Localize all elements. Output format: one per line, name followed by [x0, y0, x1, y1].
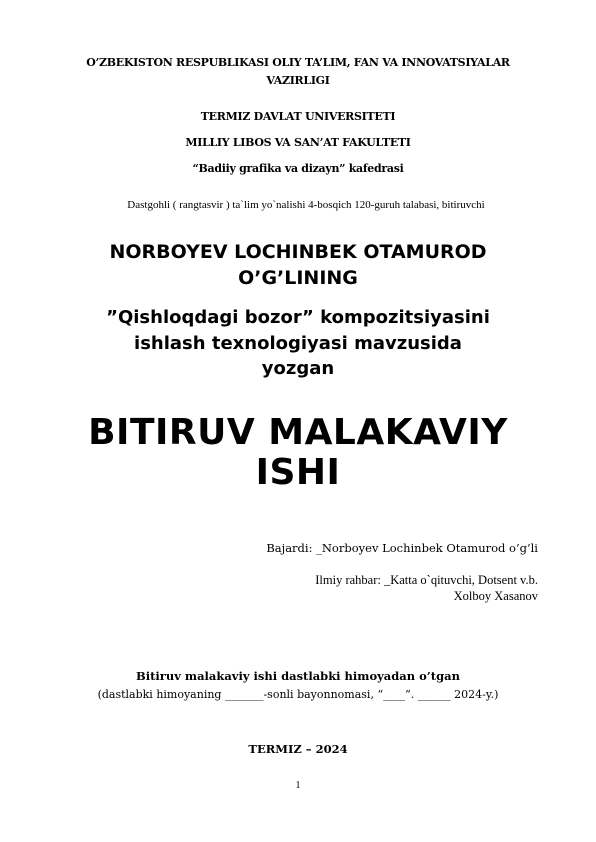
- topic-line1: ”Qishloqdagi bozor” kompozitsiyasini: [106, 307, 490, 328]
- supervisor-line2: Xolboy Xasanov: [453, 589, 538, 603]
- topic-line3: yozgan: [261, 358, 335, 379]
- faculty-heading: MILLIY LIBOS VA SAN’AT FAKULTETI: [185, 136, 411, 149]
- work-title-line1: BITIRUV MALAKAVIY: [88, 412, 508, 453]
- supervisor-line1: Ilmiy rahbar: _Katta o`qituvchi, Dotsent v.b.: [315, 573, 538, 587]
- ministry-heading: O’ZBEKISTON RESPUBLIKASI OLIY TA’LIM, FAN VA INNOVATSIYALAR VAZIRLIGI: [86, 56, 510, 87]
- defense-line2: (dastlabki himoyaning _______-sonli bayonnomasi, “____”. ______ 2024-y.): [97, 688, 499, 701]
- work-title-line2: ISHI: [255, 452, 341, 493]
- topic-line2: ishlash texnologiyasi mavzusida: [134, 333, 462, 354]
- page-number: 1: [295, 780, 301, 791]
- author-name-line1: NORBOYEV LOCHINBEK OTAMUROD: [109, 241, 487, 263]
- author-name-line2: O’G’LINING: [238, 267, 358, 289]
- city-year: TERMIZ – 2024: [248, 742, 348, 756]
- performed-by: Bajardi: _Norboyev Lochinbek Otamurod o’g’li: [266, 541, 538, 555]
- defense-line1: Bitiruv malakaviy ishi dastlabki himoyadan o’tgan: [136, 669, 460, 683]
- student-line: Dastgohli ( rangtasvir ) ta`lim yo`nalishi 4-bosqich 120-guruh talabasi, bitiruvchi: [127, 199, 485, 211]
- department-heading: “Badiiy grafika va dizayn” kafedrasi: [192, 162, 404, 175]
- university-heading: TERMIZ DAVLAT UNIVERSITETI: [200, 110, 396, 123]
